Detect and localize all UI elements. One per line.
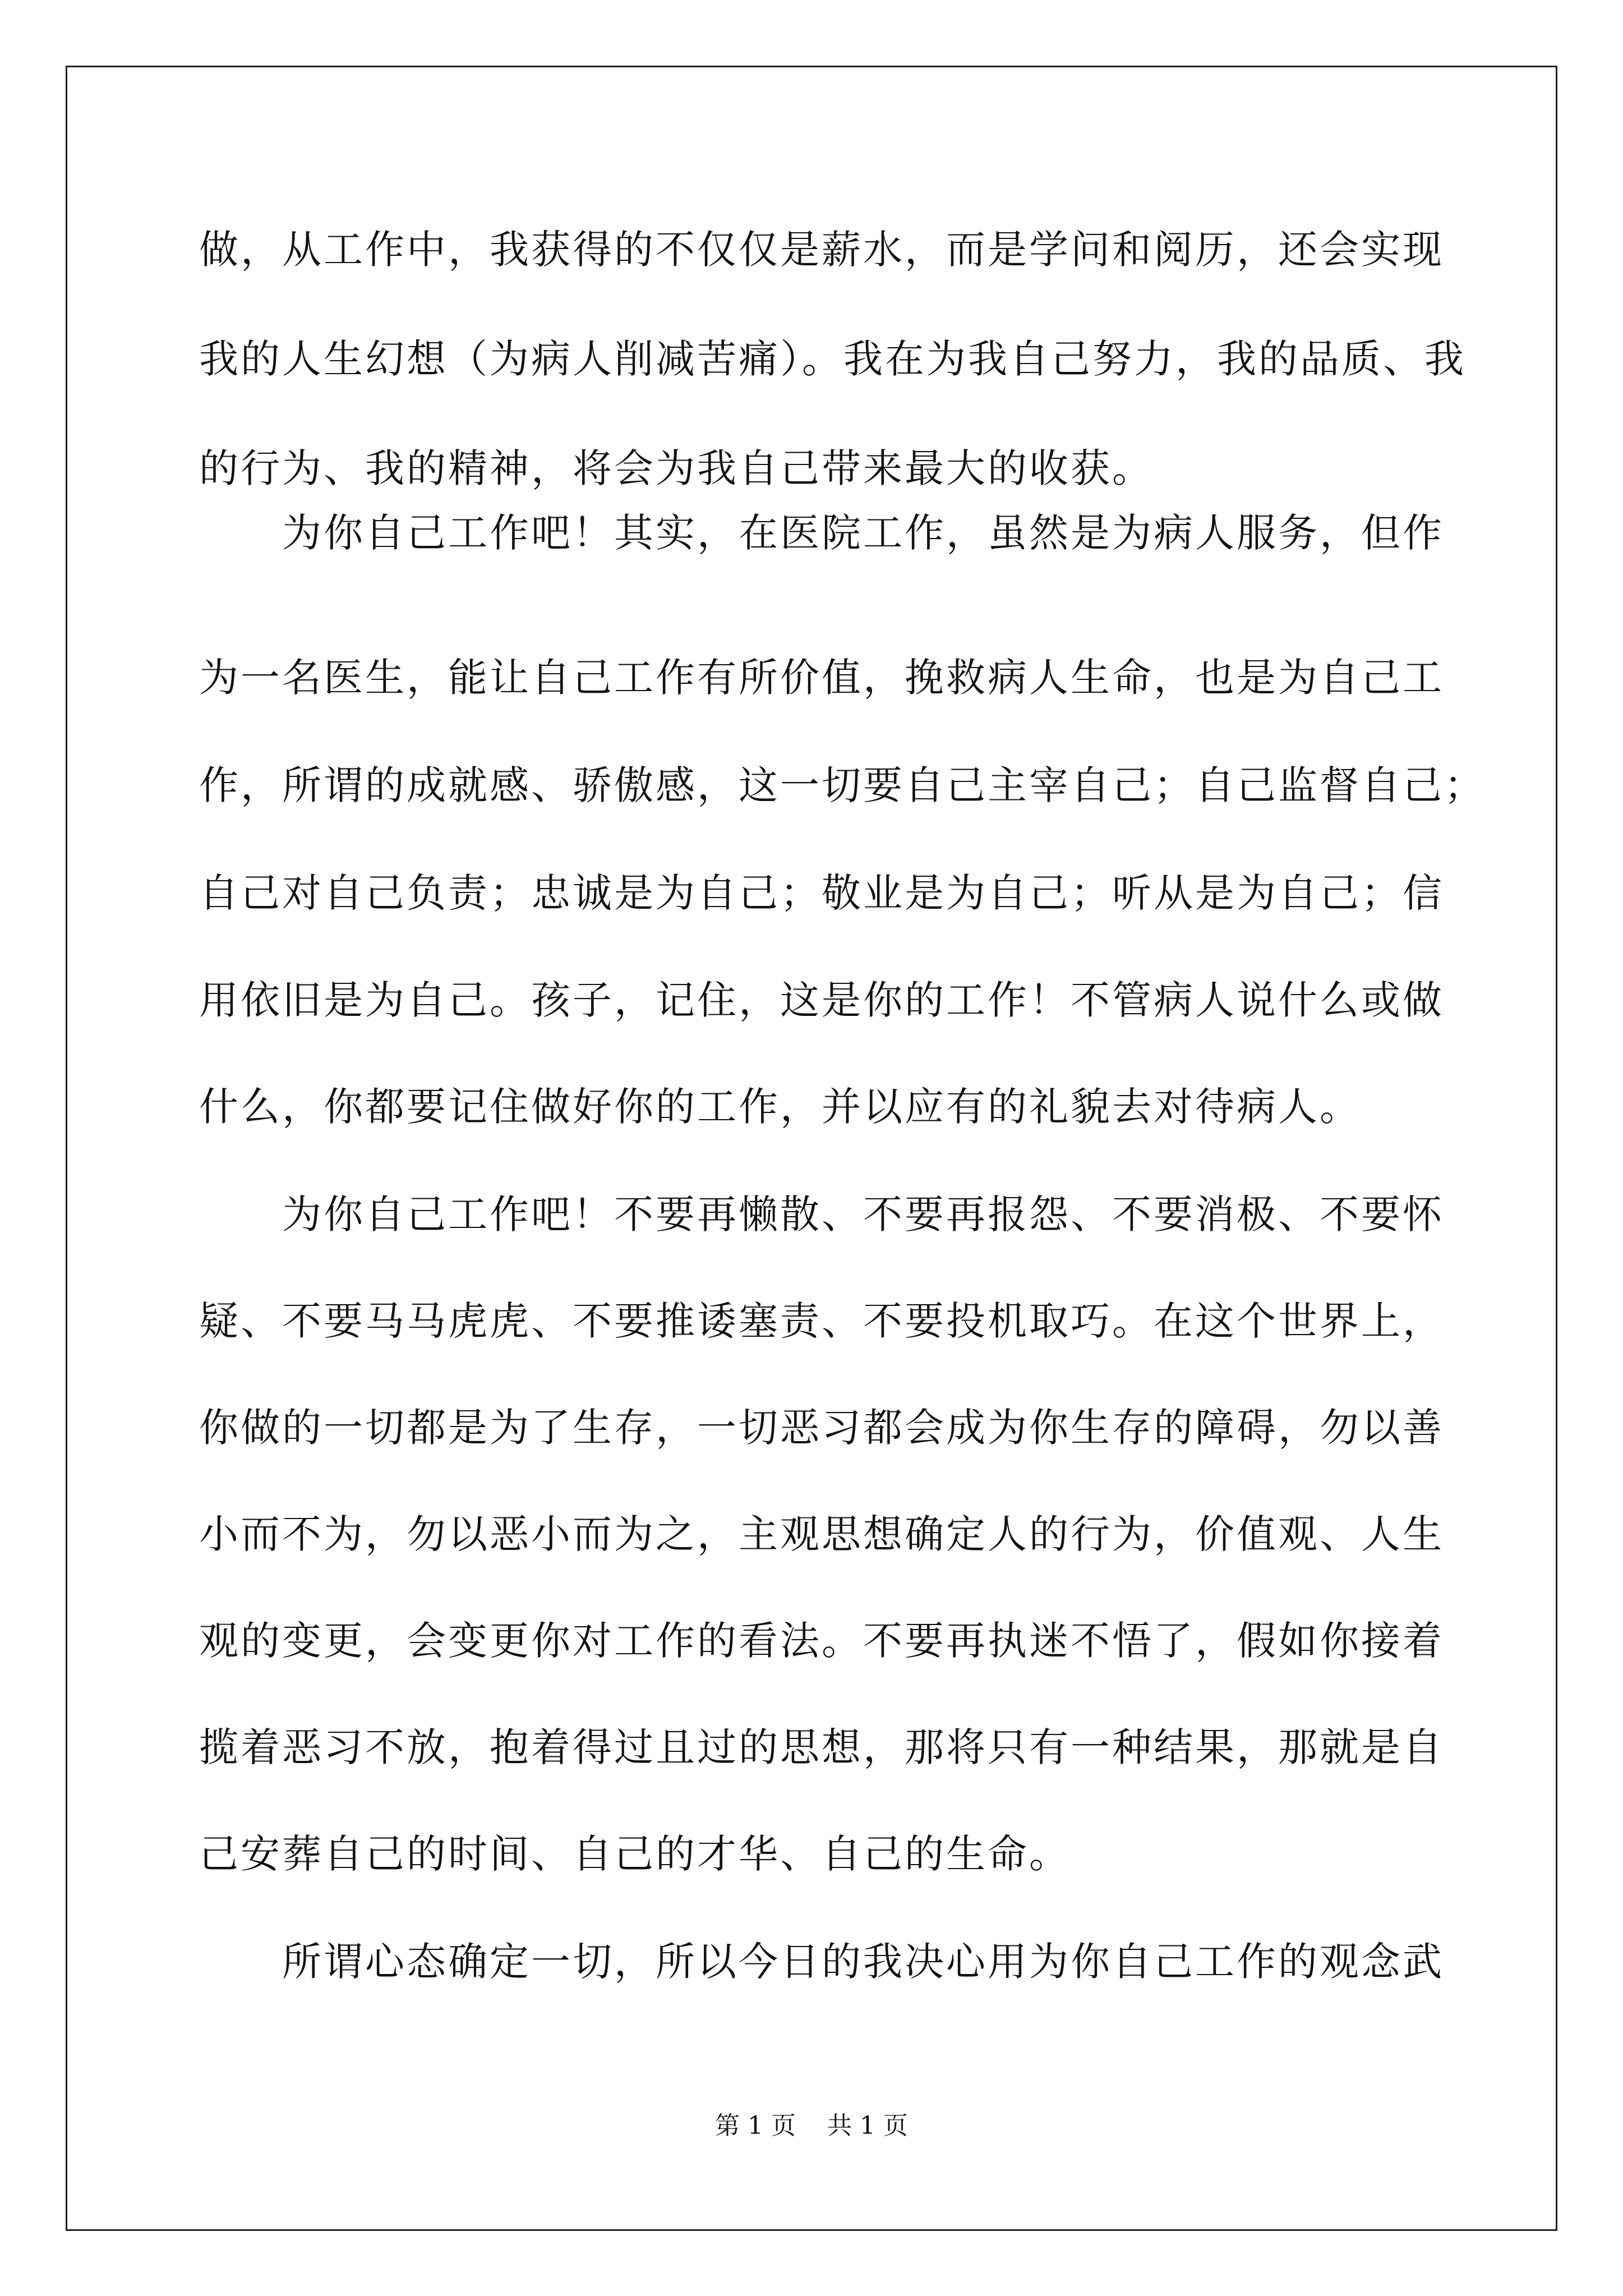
text-line: 观的变更，会变更你对工作的看法。不要再执迷不悟了，假如你接着 [199, 1618, 1444, 1664]
text-line: 为你自己工作吧！不要再懒散、不要再报怨、不要消极、不要怀 [199, 1191, 1444, 1237]
text-line: 做，从工作中，我获得的不仅仅是薪水，而是学问和阅历，还会实现 [199, 227, 1444, 273]
page-footer: 第 1 页 共 1 页 [715, 2111, 908, 2140]
text-line: 为一名医生，能让自己工作有所价值，挽救病人生命，也是为自己工 [199, 655, 1444, 701]
text-line: 自己对自己负责；忠诚是为自己；敬业是为自己；听从是为自己；信 [199, 870, 1444, 916]
text-line: 你做的一切都是为了生存，一切恶习都会成为你生存的障碍，勿以善 [199, 1405, 1444, 1451]
text-line: 用依旧是为自己。孩子，记住，这是你的工作！不管病人说什么或做 [199, 977, 1444, 1023]
text-line: 的行为、我的精神，将会为我自己带来最大的收获。 [199, 445, 1154, 491]
text-line: 所谓心态确定一切，所以今日的我决心用为你自己工作的观念武 [199, 1939, 1444, 1985]
page-border [66, 66, 1557, 2231]
text-line: 小而不为，勿以恶小而为之，主观思想确定人的行为，价值观、人生 [199, 1511, 1444, 1557]
text-line: 我的人生幻想（为病人削减苦痛）。我在为我自己努力，我的品质、我 [199, 336, 1466, 382]
text-line: 揽着恶习不放，抱着得过且过的思想，那将只有一种结果，那就是自 [199, 1724, 1444, 1770]
text-line: 疑、不要马马虎虎、不要推诿塞责、不要投机取巧。在这个世界上， [199, 1298, 1444, 1344]
text-line: 为你自己工作吧！其实，在医院工作，虽然是为病人服务，但作 [199, 510, 1444, 556]
text-line: 作，所谓的成就感、骄傲感，这一切要自己主宰自己；自己监督自己； [199, 762, 1486, 808]
text-line: 己安葬自己的时间、自己的才华、自己的生命。 [199, 1831, 1071, 1877]
text-line: 什么，你都要记住做好你的工作，并以应有的礼貌去对待病人。 [199, 1084, 1361, 1130]
